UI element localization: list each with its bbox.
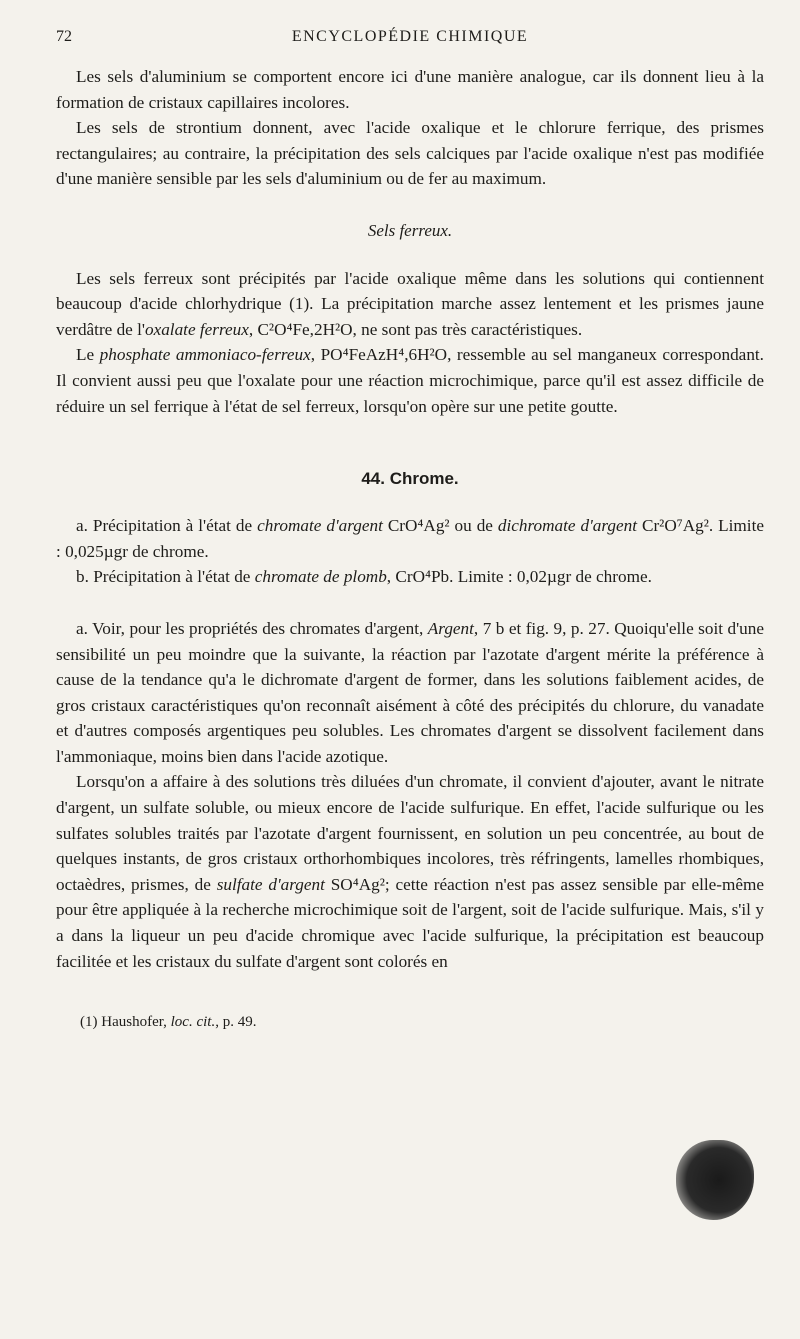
paragraph-aluminium: Les sels d'aluminium se comportent encore ici d'une manière analogue, car ils donnent lieu à la formation de cristaux capillaires incolores.	[56, 67, 764, 112]
paragraph-chromates-argent: a. Voir, pour les propriétés des chromates d'argent, Argent, 7 b et fig. 9, p. 27. Quoiqu'elle soit d'une sensibilité un peu moindre que la suivante, la réaction par l'azotate d'argent mérite la préférence à cause de la tendance qu'a le dichromate d'argent de former, dans les solutions faiblement acides, de gros cristaux caractéristiques qu'on reconnaît aisément à côté des précipités du chlorure, du vanadate et d'autres composés argentiques peu solubles. Les chromates d'argent se dissolvent facilement dans l'ammoniaque, moins bien dans l'acide azotique.	[56, 618, 764, 766]
chapter-title-chrome: 44. Chrome.	[361, 469, 459, 489]
footnote: (1) Haushofer, loc. cit., p. 49.	[80, 1014, 257, 1031]
page-number: 72	[56, 28, 72, 45]
paragraph-method-a: a. Précipitation à l'état de chromate d'argent CrO⁴Ag² ou de dichromate d'argent Cr²O⁷Ag². Limite : 0,025µgr de chrome.	[56, 516, 764, 561]
section-title-sels-ferreux: Sels ferreux.	[367, 220, 453, 240]
page-header	[56, 28, 764, 54]
paragraph-solutions-diluees: Lorsqu'on a affaire à des solutions très diluées d'un chromate, il convient d'ajouter, avant le nitrate d'argent, un sulfate soluble, ou mieux encore de l'acide sulfurique. En effet, l'acide sulfurique ou les sulfates solubles traités par l'azotate d'argent fournissent, en solution un peu concentrée, au bout de quelques instants, de gros cristaux orthorhombiques incolores, très réfringents, lamelles rhombiques, octaèdres, prismes, de sulfate d'argent SO⁴Ag²; cette réaction n'est pas assez sensible par elle-même pour être appliquée à la recherche microchimique soit de l'argent, soit de l'acide sulfurique. Mais, s'il y a dans la liqueur un peu d'acide chromique avec l'acide sulfurique, la précipitation est beaucoup facilitée et les cristaux du sulfate d'argent sont colorés en	[56, 772, 764, 971]
document-page	[56, 28, 764, 1032]
paragraph-sels-ferreux: Les sels ferreux sont précipités par l'acide oxalique même dans les solutions qui contiennent beaucoup d'acide chlorhydrique (1). La précipitation marche assez lentement et les prismes jaune verdâtre de l'oxalate ferreux, C²O⁴Fe,2H²O, ne sont pas très caractéristiques.	[56, 268, 764, 339]
ink-stain	[676, 1140, 754, 1220]
paragraph-method-b: b. Précipitation à l'état de chromate de plomb, CrO⁴Pb. Limite : 0,02µgr de chrome.	[76, 567, 652, 587]
paragraph-phosphate: Le phosphate ammoniaco-ferreux, PO⁴FeAzH⁴,6H²O, ressemble au sel manganeux correspondant. Il convient aussi peu que l'oxalate pour une réaction microchimique, parce qu'il est assez difficile de réduire un sel ferrique à l'état de sel ferreux, lorsqu'on opère sur une petite goutte.	[56, 345, 764, 416]
paragraph-strontium: Les sels de strontium donnent, avec l'acide oxalique et le chlorure ferrique, des prismes rectangulaires; au contraire, la précipitation des sels calciques par l'acide oxalique n'est pas modifiée d'une manière sensible par les sels d'aluminium ou de fer au maximum.	[56, 118, 764, 189]
running-title: ENCYCLOPÉDIE CHIMIQUE	[291, 28, 529, 45]
